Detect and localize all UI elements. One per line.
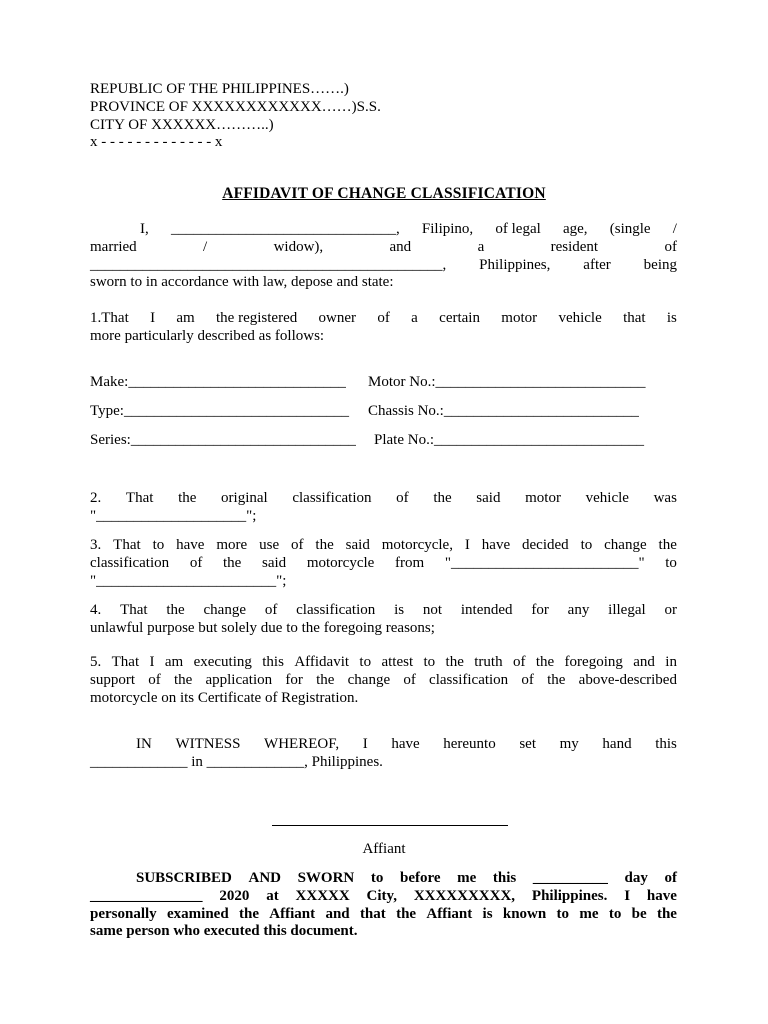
- word: 1.That: [90, 310, 129, 326]
- word: day: [624, 870, 648, 886]
- word: /: [203, 239, 208, 255]
- word: That: [113, 537, 141, 553]
- p2-line-2: "____________________";: [90, 508, 257, 524]
- word: above-described: [578, 672, 677, 688]
- word: after: [583, 257, 611, 273]
- word: executing: [193, 654, 252, 670]
- intro-line-4: sworn to in accordance with law, depose and state:: [90, 274, 394, 290]
- word: the: [656, 906, 677, 922]
- word: Affiant: [269, 906, 316, 922]
- word: _______________________________________________,: [90, 257, 447, 273]
- word: motor: [501, 310, 538, 326]
- word: the: [535, 654, 555, 670]
- word: the: [166, 602, 185, 618]
- word: said: [261, 555, 287, 571]
- word: a: [477, 239, 485, 255]
- word: and: [389, 239, 412, 255]
- word: of: [148, 672, 161, 688]
- word: be: [631, 906, 647, 922]
- word: XXXXX: [295, 888, 350, 904]
- word: (single: [609, 221, 651, 237]
- word: the: [396, 906, 417, 922]
- word: of: [377, 310, 390, 326]
- word: of: [664, 239, 677, 255]
- word: from: [394, 555, 425, 571]
- word: change: [347, 672, 391, 688]
- word: more: [216, 537, 248, 553]
- word: is: [482, 906, 493, 922]
- word: any: [567, 602, 590, 618]
- word: WHEREOF,: [264, 736, 340, 752]
- word: change: [203, 602, 246, 618]
- word: me: [457, 870, 477, 886]
- word: IN: [136, 736, 152, 752]
- word: vehicle: [558, 310, 602, 326]
- word: to: [556, 906, 570, 922]
- word: the: [658, 537, 677, 553]
- word: classification: [296, 602, 376, 618]
- jurat-line-3: [90, 905, 677, 923]
- word: original: [221, 490, 268, 506]
- word: of legal: [495, 221, 541, 237]
- word: to: [370, 870, 384, 886]
- word: 3.: [90, 537, 102, 553]
- header-city: CITY OF XXXXXX………..): [90, 117, 274, 133]
- word: this: [492, 870, 517, 886]
- chassis-no-field[interactable]: Chassis No.:__________________________: [368, 403, 639, 419]
- word: the: [173, 672, 193, 688]
- word: change: [604, 537, 647, 553]
- word: 4.: [90, 602, 102, 618]
- word: Philippines.: [531, 888, 608, 904]
- word: the registered: [216, 310, 298, 326]
- word: support: [90, 672, 135, 688]
- word: have: [391, 736, 420, 752]
- word: owner: [318, 310, 357, 326]
- word: truth: [474, 654, 503, 670]
- intro-line-1: [140, 220, 677, 238]
- word: said: [476, 490, 501, 506]
- word: vehicle: [585, 490, 629, 506]
- word: have: [646, 888, 677, 904]
- word: certain: [439, 310, 480, 326]
- word: hand: [602, 736, 632, 752]
- word: age,: [562, 221, 588, 237]
- word: __________: [532, 870, 608, 886]
- word: Affidavit: [294, 654, 350, 670]
- document-title: AFFIDAVIT OF CHANGE CLASSIFICATION: [222, 185, 546, 202]
- word: motorcycle: [306, 555, 375, 571]
- word: classification: [429, 672, 509, 688]
- word: to: [152, 537, 165, 553]
- word: attest: [381, 654, 414, 670]
- word: to: [580, 537, 593, 553]
- word: classification: [292, 490, 372, 506]
- p3-line-2: [90, 554, 677, 572]
- word: me: [579, 906, 599, 922]
- jurat-line-4: same person who executed this document.: [90, 923, 358, 939]
- word: to: [359, 654, 372, 670]
- word: in: [665, 654, 677, 670]
- word: the: [178, 490, 197, 506]
- word: at: [266, 888, 279, 904]
- word: a: [411, 310, 418, 326]
- word: for: [531, 602, 549, 618]
- word: the: [315, 537, 334, 553]
- make-field[interactable]: Make:_____________________________: [90, 374, 346, 390]
- p2-line-1: [90, 489, 677, 507]
- word: the: [445, 654, 464, 670]
- word: is: [394, 602, 405, 618]
- word: to: [423, 654, 436, 670]
- word: the: [316, 672, 335, 688]
- word: of: [512, 654, 526, 670]
- word: 5.: [90, 654, 102, 670]
- word: this: [655, 736, 677, 752]
- word: of: [403, 672, 416, 688]
- word: use: [259, 537, 280, 553]
- word: I: [150, 310, 156, 326]
- word: was: [653, 490, 677, 506]
- witness-line-1: [136, 735, 677, 753]
- word: to: [608, 906, 622, 922]
- word: 2.: [90, 490, 102, 506]
- word: of: [521, 672, 534, 688]
- word: of: [291, 537, 304, 553]
- word: of: [264, 602, 278, 618]
- word: illegal: [608, 602, 646, 618]
- word: have: [481, 537, 511, 553]
- word: said: [345, 537, 370, 553]
- word: have: [176, 537, 205, 553]
- word: my: [559, 736, 579, 752]
- word: that: [623, 310, 646, 326]
- word: resident: [550, 239, 599, 255]
- intro-line-2: [90, 238, 677, 256]
- word: classification: [90, 555, 170, 571]
- word: That: [111, 654, 140, 670]
- word: Filipino,: [421, 221, 474, 237]
- jurat-line-2: [90, 887, 677, 905]
- word: WITNESS: [175, 736, 241, 752]
- p3-line-1: [90, 536, 677, 554]
- word: I: [464, 537, 470, 553]
- plate-no-field[interactable]: Plate No.:____________________________: [374, 432, 644, 448]
- word: or: [664, 602, 677, 618]
- word: the: [547, 672, 566, 688]
- word: to: [665, 555, 677, 571]
- word: "_________________________": [444, 555, 645, 571]
- word: am: [176, 310, 195, 326]
- word: City,: [366, 888, 397, 904]
- word: _______________: [90, 888, 203, 904]
- word: That: [125, 490, 154, 506]
- word: Philippines,: [479, 257, 551, 273]
- word: XXXXXXXXX,: [413, 888, 516, 904]
- word: of: [396, 490, 409, 506]
- word: and: [633, 654, 655, 670]
- word: set: [519, 736, 537, 752]
- word: That: [120, 602, 148, 618]
- word: the: [222, 555, 242, 571]
- p1-line-1: [90, 309, 677, 327]
- word: and: [325, 906, 350, 922]
- series-field[interactable]: Series:______________________________: [90, 432, 356, 448]
- word: this: [262, 654, 284, 670]
- word: hereunto: [443, 736, 496, 752]
- word: Affiant: [426, 906, 473, 922]
- word: of: [189, 555, 203, 571]
- intro-line-3: [90, 256, 677, 274]
- p4-line-1: [90, 601, 677, 619]
- word: 2020: [219, 888, 250, 904]
- header-separator: x - - - - - - - - - - - - - x: [90, 134, 223, 150]
- word: I: [624, 888, 631, 904]
- word: SWORN: [297, 870, 355, 886]
- word: being: [643, 257, 677, 273]
- word: known: [502, 906, 547, 922]
- p5-line-1: [90, 653, 677, 671]
- word: decided: [522, 537, 569, 553]
- word: SUBSCRIBED: [136, 870, 232, 886]
- header-republic: REPUBLIC OF THE PHILIPPINES…….): [90, 81, 349, 97]
- header-province: PROVINCE OF XXXXXXXXXXXX……)S.S.: [90, 99, 381, 115]
- p3-line-3: "________________________";: [90, 573, 287, 589]
- word: the: [433, 490, 452, 506]
- word: married: [90, 239, 137, 255]
- motor-no-field[interactable]: Motor No.:____________________________: [368, 374, 646, 390]
- word: examined: [167, 906, 229, 922]
- p1-line-2: more particularly described as follows:: [90, 328, 325, 344]
- type-field[interactable]: Type:______________________________: [90, 403, 349, 419]
- word: motor: [525, 490, 561, 506]
- p5-line-2: [90, 671, 677, 689]
- word: /: [672, 221, 677, 237]
- word: am: [164, 654, 184, 670]
- p4-line-2: unlawful purpose but solely due to the foregoing reasons;: [90, 620, 435, 636]
- word: I: [362, 736, 368, 752]
- word: I: [149, 654, 155, 670]
- word: widow),: [273, 239, 324, 255]
- witness-line-2: _____________ in _____________, Philippines.: [90, 754, 383, 770]
- word: the: [238, 906, 259, 922]
- word: that: [359, 906, 386, 922]
- word: personally: [90, 906, 157, 922]
- word: for: [285, 672, 303, 688]
- word: intended: [460, 602, 513, 618]
- word: AND: [248, 870, 281, 886]
- word: foregoing: [564, 654, 623, 670]
- jurat-line-1: [136, 869, 677, 887]
- affiant-label: Affiant: [362, 841, 406, 857]
- signature-line: [272, 825, 508, 826]
- word: of: [664, 870, 677, 886]
- word: before: [400, 870, 441, 886]
- word: ______________________________,: [170, 221, 400, 237]
- word: I,: [140, 221, 149, 237]
- word: application: [205, 672, 273, 688]
- word: is: [666, 310, 677, 326]
- word: not: [422, 602, 443, 618]
- p5-line-3: motorcycle on its Certificate of Registration.: [90, 690, 359, 706]
- word: motorcycle,: [381, 537, 453, 553]
